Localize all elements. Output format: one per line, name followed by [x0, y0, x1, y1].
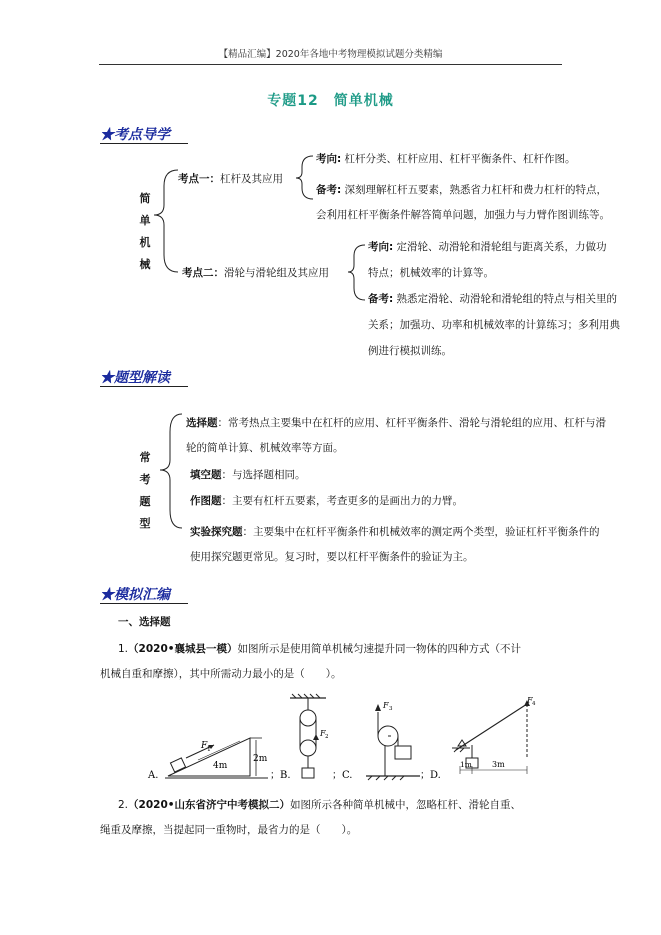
tixing-shiyan-2: 使用探究题更常见。复习时，要以杠杆平衡条件的验证为主。	[190, 551, 474, 563]
figure-c-pulley	[366, 704, 420, 780]
question-2-line-2: 绳重及摩擦，当提起同一重物时，最省力的是（ ）。	[100, 824, 358, 836]
tixing-xuanze-2: 轮的简单计算、机械效率等方面。	[186, 442, 344, 454]
kaodian-1: 考点一：杠杆及其应用	[178, 173, 283, 185]
f3-sub: 3	[389, 706, 393, 712]
part-heading: 一、选择题	[118, 616, 171, 628]
kaodian-1-beikao-2: 会利用杠杆平衡条件解答简单问题，加强力与力臂作图训练等。	[316, 209, 610, 221]
kaodian-2-beikao-3: 例进行模拟训练。	[368, 345, 452, 357]
d-long-label: 3m	[492, 760, 505, 769]
option-a-label: A.	[148, 770, 159, 781]
f4-label: F	[527, 696, 533, 705]
kaodian-1-kaoxiang: 考向: 杠杆分类、杠杆应用、杠杆平衡条件、杠杆作图。	[316, 153, 576, 165]
tixing-zuotu: 作图题：主要有杠杆五要素，考查更多的是画出力的力臂。	[190, 495, 463, 507]
option-d-label: ；D.	[420, 770, 441, 781]
kaodian-2: 考点二：滑轮与滑轮组及其应用	[182, 267, 329, 279]
section-heading-tixing: ★题型解读	[100, 370, 170, 386]
f1-sub: 1	[207, 746, 211, 753]
page-header: 【精品汇编】2020年各地中考物理模拟试题分类精编	[218, 49, 443, 60]
a-height-label: 2m	[253, 754, 268, 764]
page-title: 专题12 简单机械	[267, 93, 394, 109]
question-1-line-2: 机械自重和摩擦），其中所需动力最小的是（ ）。	[100, 668, 342, 680]
tixing-root: 常 考 题 型	[139, 451, 151, 530]
kaodian-2-kaoxiang-2: 特点；机械效率的计算等。	[368, 267, 494, 279]
tixing-tiankong: 填空题：与选择题相同。	[190, 469, 306, 481]
kaodian-1-beikao-1: 备考: 深刻理解杠杆五要素，熟悉省力杠杆和费力杠杆的特点，	[316, 184, 608, 196]
f4-sub: 4	[532, 701, 536, 707]
kaodian-2-beikao-1: 备考: 熟悉定滑轮、动滑轮和滑轮组的特点与相关里的	[368, 293, 618, 305]
d-short-label: 1m	[460, 760, 472, 769]
question-1-line-1: 1.（2020•襄城县一模）如图所示是使用简单机械匀速提升同一物体的四种方式（不计	[118, 643, 521, 655]
f2-sub: 2	[325, 734, 329, 740]
f1-label: F	[201, 741, 208, 751]
tixing-shiyan-1: 实验探究题：主要集中在杠杆平衡条件和机械效率的测定两个类型，验证杠杆平衡条件的	[190, 526, 600, 538]
section-heading-moni: ★模拟汇编	[100, 587, 170, 603]
f2-label: F	[320, 729, 326, 738]
kaodian-root: 简 单 机 械	[139, 192, 151, 271]
section-heading-kaodian: ★考点导学	[100, 127, 170, 143]
kaodian-2-kaoxiang-1: 考向: 定滑轮、动滑轮和滑轮组与距离关系，力做功	[368, 241, 607, 253]
kaodian-2-beikao-2: 关系；加强功、功率和机械效率的计算练习；多利用典	[368, 319, 620, 331]
f3-label: F	[383, 701, 389, 710]
tixing-xuanze-1: 选择题：常考热点主要集中在杠杆的应用、杠杆平衡条件、滑轮与滑轮组的应用、杠杆与滑	[186, 417, 606, 429]
a-length-label: 4m	[213, 761, 228, 771]
question-2-line-1: 2.（2020•山东省济宁中考模拟二）如图所示各种简单机械中，忽略杠杆、滑轮自重、	[118, 799, 521, 811]
option-c-label: ；C.	[332, 770, 353, 781]
option-b-label: ；B.	[270, 770, 291, 781]
